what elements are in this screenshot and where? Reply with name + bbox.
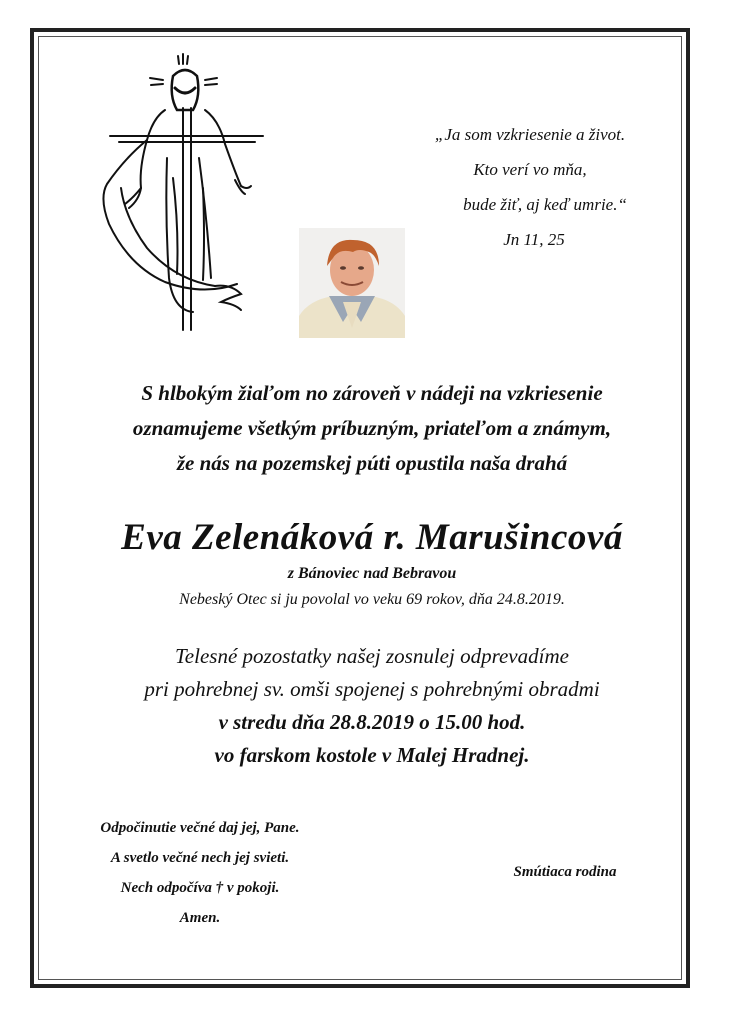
bible-quote bbox=[395, 117, 665, 257]
prayer-line: Odpočinutie večné daj jej, Pane. bbox=[100, 820, 300, 836]
announcement-text bbox=[36, 376, 708, 481]
prayer-line: Nech odpočíva † v pokoji. bbox=[120, 880, 280, 896]
funeral-place: vo farskom kostole v Malej Hradnej. bbox=[214, 743, 530, 767]
quote-line: Kto verí vo mňa, bbox=[473, 160, 587, 179]
funeral-date: v stredu dňa 28.8.2019 o 15.00 hod. bbox=[218, 710, 526, 734]
prayer-line: Amen. bbox=[179, 910, 221, 926]
announcement-line: že nás na pozemskej púti opustila naša drahá bbox=[176, 451, 568, 475]
portrait-photo bbox=[299, 228, 405, 338]
quote-reference: Jn 11, 25 bbox=[503, 230, 565, 249]
funeral-line: pri pohrebnej sv. omši spojenej s pohrebnými obradmi bbox=[144, 677, 600, 701]
risen-christ-cross-icon bbox=[95, 48, 275, 338]
deceased-origin: z Bánoviec nad Bebravou bbox=[287, 565, 457, 582]
portrait-image bbox=[299, 228, 405, 338]
funeral-details bbox=[36, 640, 708, 772]
funeral-line: Telesné pozostatky našej zosnulej odprevadíme bbox=[175, 644, 569, 668]
prayer bbox=[40, 813, 360, 933]
prayer-line: A svetlo večné nech jej svieti. bbox=[110, 850, 290, 866]
signature: Smútiaca rodina bbox=[513, 864, 617, 880]
deceased-name: Eva Zelenáková r. Marušincová bbox=[121, 517, 623, 558]
announcement-line: oznamujeme všetkým príbuzným, priateľom a známym, bbox=[132, 416, 612, 440]
quote-line: bude žiť, aj keď umrie.“ bbox=[463, 195, 627, 214]
announcement-line: S hlbokým žiaľom no zároveň v nádeji na vzkriesenie bbox=[141, 381, 603, 405]
quote-line: „Ja som vzkriesenie a život. bbox=[434, 125, 626, 144]
death-note: Nebeský Otec si ju povolal vo veku 69 rokov, dňa 24.8.2019. bbox=[179, 591, 565, 608]
